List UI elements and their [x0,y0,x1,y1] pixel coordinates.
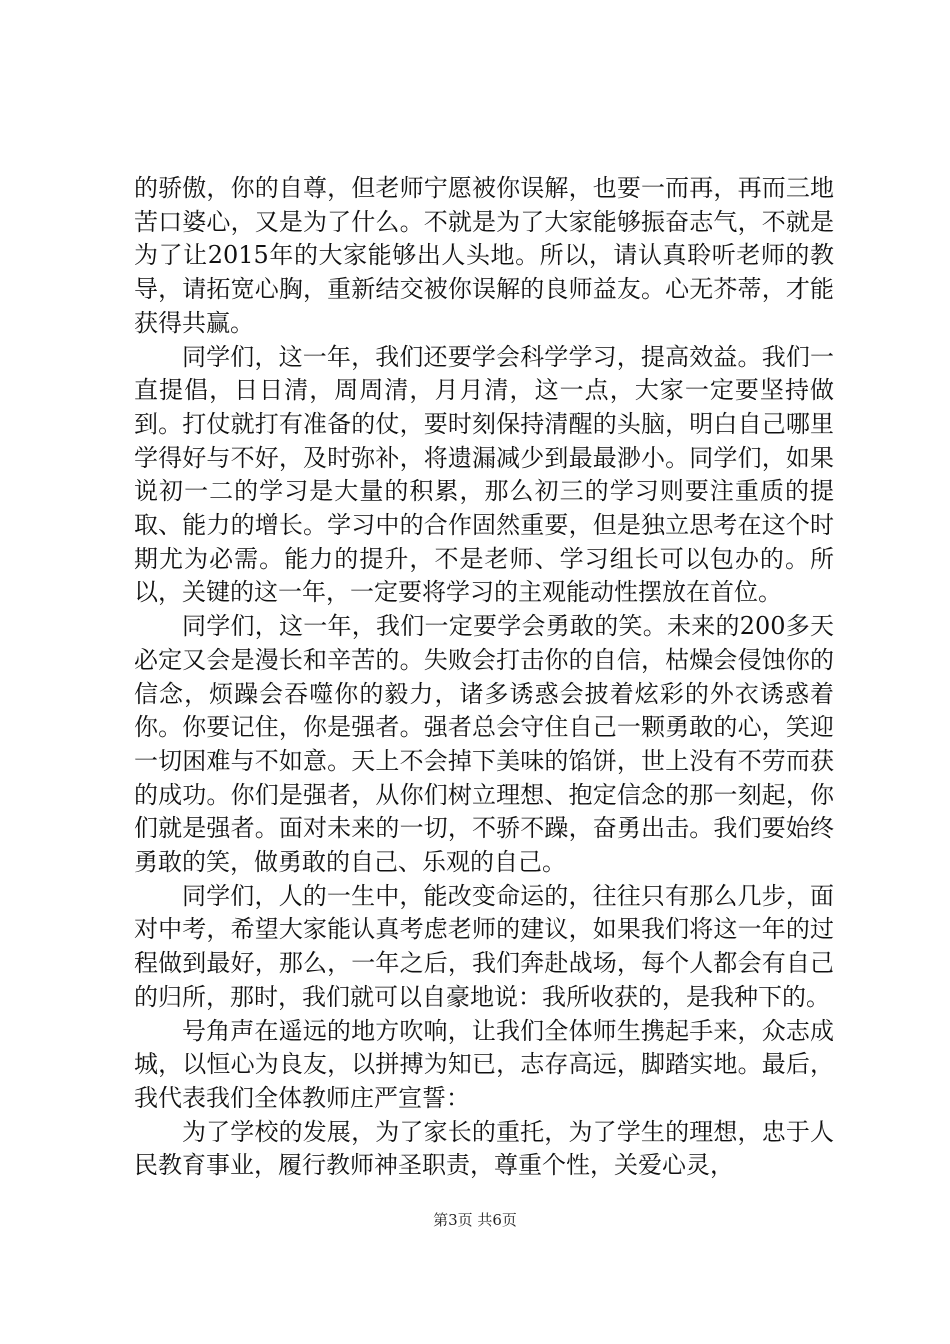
paragraph-life-steps: 同学们，人的一生中，能改变命运的，往往只有那么几步，面对中考，希望大家能认真考虑老师的建议，如果我们将这一年的过程做到最好，那么，一年之后，我们奔赴战场，每个人都会有自己的归所，那时，我们就可以自豪地说：我所收获的，是我种下的。 [134,881,834,1011]
page-footer: 第3页 共6页 [433,1211,517,1229]
paragraph-brave-smile: 同学们，这一年，我们一定要学会勇敢的笑。未来的200多天必定又会是漫长和辛苦的。失败会打击你的自信，枯燥会侵蚀你的信念，烦躁会吞噬你的毅力，诸多诱惑会披着炫彩的外衣诱惑着你。你要记住，你是强者。强者总会守住自己一颗勇敢的心，笑迎一切困难与不如意。天上不会掉下美味的馅饼，世上没有不劳而获的成功。你们是强者，从你们树立理想、抱定信念的那一刻起，你们就是强者。面对未来的一切，不骄不躁，奋勇出击。我们要始终勇敢的笑，做勇敢的自己、乐观的自己。 [134,612,834,877]
paragraph-horn-call: 号角声在遥远的地方吹响，让我们全体师生携起手来，众志成城，以恒心为良友，以拼搏为知已，志存高远，脚踏实地。最后，我代表我们全体教师庄严宣誓： [134,1016,834,1112]
paragraph-study-method: 同学们，这一年，我们还要学会科学学习，提高效益。我们一直提倡，日日清，周周清，月月清，这一点，大家一定要坚持做到。打仗就打有准备的仗，要时刻保持清醒的头脑，明白自己哪里学得好与不好，及时弥补，将遗漏减少到最最渺小。同学们，如果说初一二的学习是大量的积累，那么初三的学习则要注重质的提取、能力的增长。学习中的合作固然重要，但是独立思考在这个时期尤为必需。能力的提升，不是老师、学习组长可以包办的。所以，关键的这一年，一定要将学习的主观能动性摆放在首位。 [134,342,834,607]
paragraph-continuation: 的骄傲，你的自尊，但老师宁愿被你误解，也要一而再，再而三地苦口婆心，又是为了什么。不就是为了大家能够振奋志气，不就是为了让2015年的大家能够出人头地。所以，请认真聆听老师的教导，请拓宽心胸，重新结交被你误解的良师益友。心无芥蒂，才能获得共赢。 [134,174,834,337]
body-text [134,172,834,1183]
paragraph-oath: 为了学校的发展，为了家长的重托，为了学生的理想，忠于人民教育事业，履行教师神圣职责，尊重个性，关爱心灵， [134,1117,834,1180]
